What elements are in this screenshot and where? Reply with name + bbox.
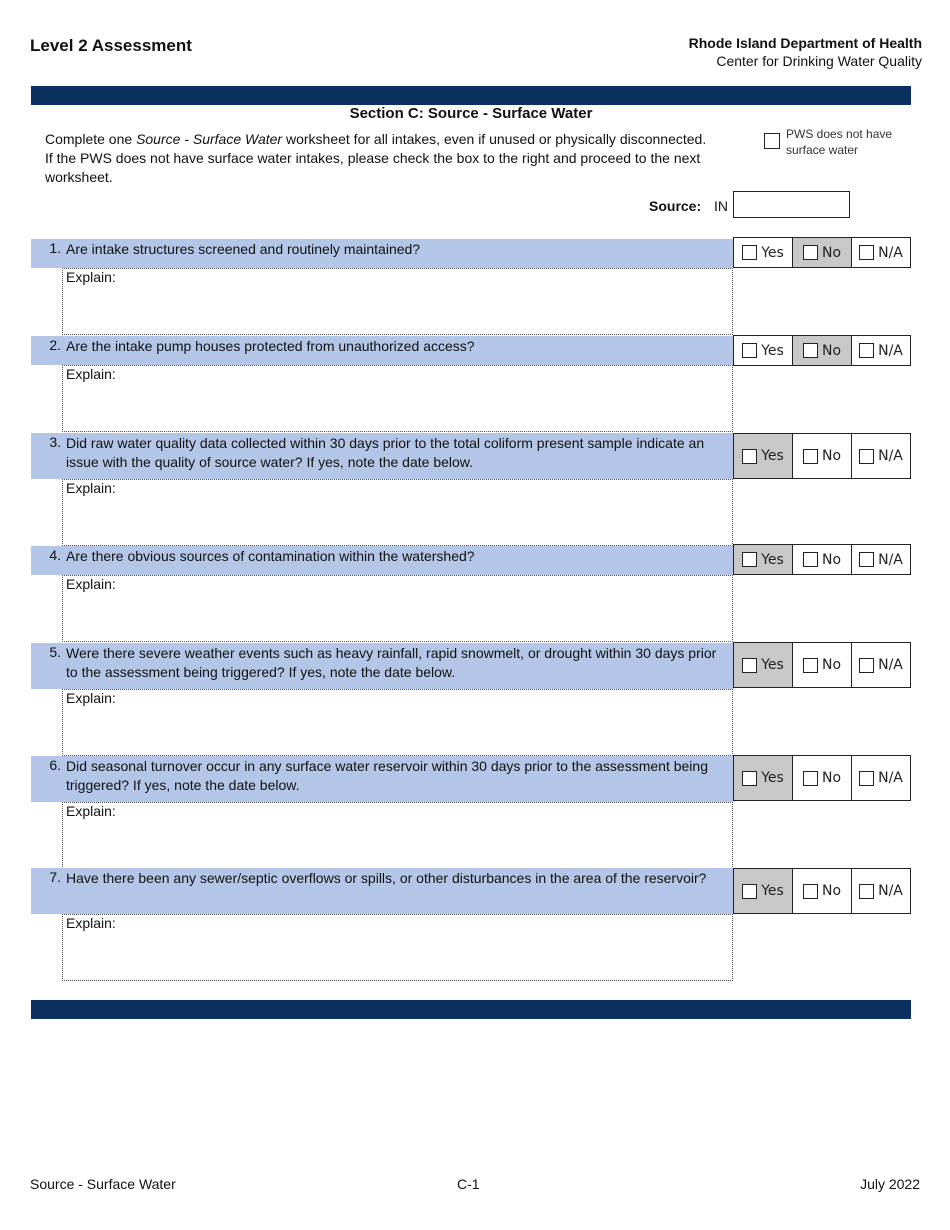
page-title: Level 2 Assessment [30, 36, 192, 55]
answer-yes-option[interactable] [734, 643, 793, 687]
answer-na-label: N/A [878, 657, 903, 673]
answer-na-option[interactable] [852, 238, 910, 267]
question-number: 2. [49, 337, 61, 353]
question-number: 3. [49, 434, 61, 450]
explain-field[interactable] [62, 479, 733, 546]
answer-na-checkbox[interactable] [859, 343, 874, 358]
answer-no-option[interactable] [793, 643, 852, 687]
answer-no-checkbox[interactable] [803, 449, 818, 464]
answer-options [733, 433, 911, 479]
answer-yes-checkbox[interactable] [742, 449, 757, 464]
answer-na-checkbox[interactable] [859, 245, 874, 260]
answer-na-option[interactable] [852, 336, 910, 365]
answer-yes-label: Yes [761, 448, 784, 464]
answer-yes-option[interactable] [734, 869, 793, 913]
answer-yes-checkbox[interactable] [742, 552, 757, 567]
answer-no-checkbox[interactable] [803, 552, 818, 567]
source-prefix: IN [714, 198, 728, 214]
answer-options [733, 868, 911, 914]
source-input[interactable] [733, 191, 850, 218]
section-title: Section C: Source - Surface Water [349, 105, 593, 122]
instructions-text-end: worksheet for all intakes, even if unused or physically disconnected. If the PWS does not have surface water intakes, please check the box to the right and proceed to the next worksheet. [45, 131, 707, 185]
answer-no-label: No [821, 448, 842, 464]
answer-na-checkbox[interactable] [859, 658, 874, 673]
explain-label: Explain: [66, 803, 116, 819]
answer-na-checkbox[interactable] [859, 449, 874, 464]
question-number: 6. [49, 757, 61, 773]
explain-label: Explain: [66, 690, 116, 706]
answer-na-label: N/A [878, 342, 903, 359]
answer-no-checkbox[interactable] [803, 343, 818, 358]
answer-yes-option[interactable] [734, 434, 793, 478]
answer-yes-label: Yes [761, 244, 784, 261]
answer-na-label: N/A [878, 448, 903, 464]
question-number: 5. [49, 644, 61, 660]
explain-label: Explain: [66, 269, 116, 285]
question-text: Are there obvious sources of contamination within the watershed? [66, 548, 475, 564]
question-text: Did raw water quality data collected within 30 days prior to the total coliform present sample indicate an issue with the quality of source water? If yes, note the date below. [66, 435, 705, 470]
question-number: 7. [49, 869, 61, 885]
pws-no-surface-water-label: PWS does not have surface water [786, 127, 893, 157]
answer-no-checkbox[interactable] [803, 245, 818, 260]
answer-no-checkbox[interactable] [803, 658, 818, 673]
explain-label: Explain: [66, 576, 116, 592]
source-label: Source: [649, 198, 702, 214]
answer-yes-option[interactable] [734, 756, 793, 800]
organization-subtitle: Center for Drinking Water Quality [716, 53, 922, 69]
bottom-divider-band [31, 1000, 911, 1019]
answer-no-checkbox[interactable] [803, 771, 818, 786]
answer-yes-label: Yes [761, 770, 784, 786]
answer-no-option[interactable] [793, 869, 852, 913]
question-text: Did seasonal turnover occur in any surface water reservoir within 30 days prior to the assessment being triggered? If yes, note the date below. [66, 758, 708, 793]
answer-no-label: No [821, 770, 842, 786]
answer-na-checkbox[interactable] [859, 552, 874, 567]
answer-yes-label: Yes [761, 551, 784, 568]
question-text: Have there been any sewer/septic overflows or spills, or other disturbances in the area of the reservoir? [66, 870, 707, 886]
explain-field[interactable] [62, 914, 733, 981]
answer-no-option[interactable] [793, 756, 852, 800]
explain-field[interactable] [62, 802, 733, 869]
answer-na-option[interactable] [852, 869, 910, 913]
answer-yes-label: Yes [761, 657, 784, 673]
explain-field[interactable] [62, 365, 733, 432]
answer-yes-checkbox[interactable] [742, 343, 757, 358]
answer-yes-option[interactable] [734, 238, 793, 267]
footer-page-number: C-1 [457, 1176, 480, 1192]
question-text: Are the intake pump houses protected from unauthorized access? [66, 338, 475, 354]
answer-no-option[interactable] [793, 434, 852, 478]
section-instructions [45, 130, 715, 187]
explain-field[interactable] [62, 689, 733, 756]
answer-no-label: No [821, 244, 842, 261]
answer-na-option[interactable] [852, 756, 910, 800]
answer-na-label: N/A [878, 551, 903, 568]
explain-field[interactable] [62, 575, 733, 642]
answer-na-label: N/A [878, 770, 903, 786]
answer-no-label: No [821, 883, 842, 899]
instructions-worksheet-name: Source - Surface Water [136, 131, 283, 147]
answer-no-option[interactable] [793, 545, 852, 574]
answer-options [733, 544, 911, 575]
answer-na-option[interactable] [852, 643, 910, 687]
answer-options [733, 335, 911, 366]
explain-label: Explain: [66, 366, 116, 382]
answer-yes-option[interactable] [734, 336, 793, 365]
answer-yes-label: Yes [761, 883, 784, 899]
answer-na-checkbox[interactable] [859, 884, 874, 899]
answer-na-label: N/A [878, 244, 903, 261]
answer-yes-label: Yes [761, 342, 784, 359]
answer-yes-checkbox[interactable] [742, 771, 757, 786]
question-text: Are intake structures screened and routinely maintained? [66, 241, 421, 257]
pws-no-surface-water-checkbox[interactable] [764, 133, 780, 149]
answer-options [733, 642, 911, 688]
answer-yes-checkbox[interactable] [742, 658, 757, 673]
answer-options [733, 755, 911, 801]
question-text: Were there severe weather events such as heavy rainfall, rapid snowmelt, or drought within 30 days prior to the assessment being triggered? If yes, note the date below. [66, 645, 717, 680]
answer-yes-option[interactable] [734, 545, 793, 574]
footer-worksheet-name: Source - Surface Water [30, 1176, 176, 1192]
explain-label: Explain: [66, 915, 116, 931]
answer-no-label: No [821, 551, 842, 568]
organization-name: Rhode Island Department of Health [688, 35, 922, 51]
answer-na-option[interactable] [852, 434, 910, 478]
answer-yes-checkbox[interactable] [742, 884, 757, 899]
top-divider-band [31, 86, 911, 105]
instructions-text-start: Complete one [45, 131, 137, 147]
answer-yes-checkbox[interactable] [742, 245, 757, 260]
question-number: 4. [49, 547, 61, 563]
answer-no-label: No [821, 342, 842, 359]
answer-options [733, 237, 911, 268]
footer-date: July 2022 [860, 1176, 920, 1192]
answer-no-checkbox[interactable] [803, 884, 818, 899]
answer-no-label: No [821, 657, 842, 673]
answer-no-option[interactable] [793, 336, 852, 365]
explain-label: Explain: [66, 480, 116, 496]
question-number: 1. [49, 240, 61, 256]
explain-field[interactable] [62, 268, 733, 335]
answer-na-label: N/A [878, 883, 903, 899]
answer-no-option[interactable] [793, 238, 852, 267]
answer-na-option[interactable] [852, 545, 910, 574]
answer-na-checkbox[interactable] [859, 771, 874, 786]
